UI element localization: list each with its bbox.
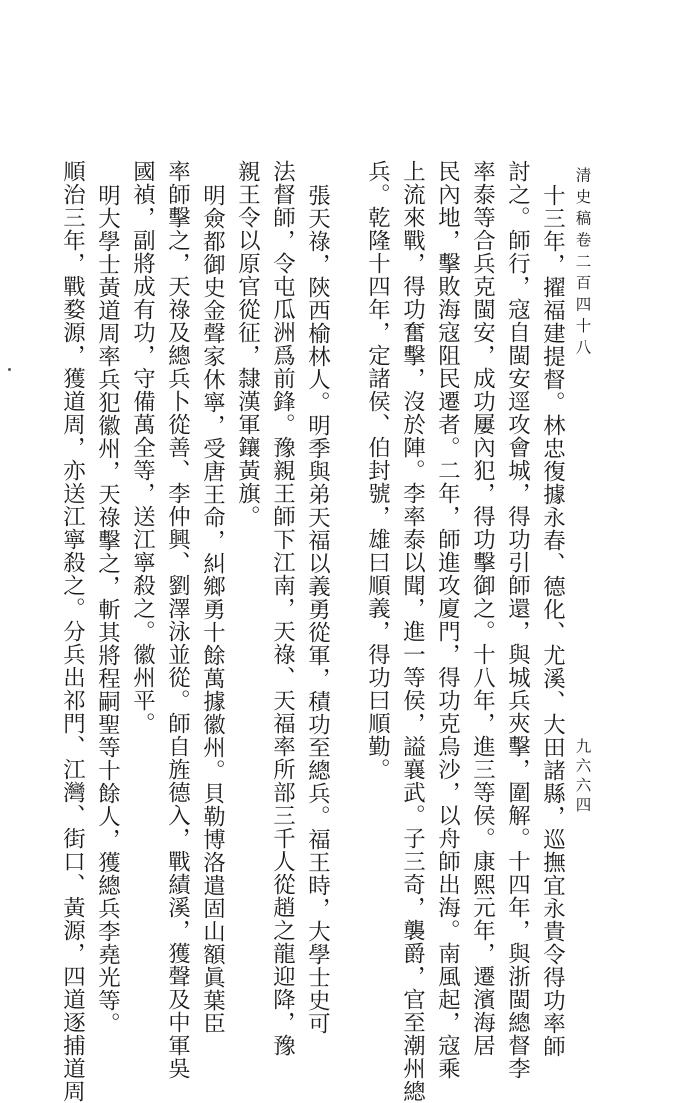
scan-speck — [8, 368, 11, 371]
text-column-2: 討之。師行，寇自閩安逕攻會城，得功引師還，與城兵夾擊，圍解。十四年，與浙閩總督李 — [504, 160, 531, 1080]
running-title: 清史稿卷二百四十八 — [573, 167, 592, 361]
text-column-14: 順治三年，戰婺源，獲道周，亦送江寧殺之。分兵出祁門、江灣、街口、黃源，四道逐捕道周 — [59, 160, 86, 1103]
page-number: 九六六四 — [573, 738, 592, 816]
text-column-3: 率泰等合兵克閩安，成功屢內犯，得功擊御之。十八年，進三等侯。康熙元年，遷濱海居 — [469, 160, 496, 1057]
text-column-1: 十三年，擢福建提督。林忠復據永春、德化、尤溪、大田諸縣，巡撫宜永貴令得功率師 — [539, 184, 566, 1058]
text-column-13: 明大學士黃道周率兵犯徽州，天祿擊之，斬其將程嗣聖等十餘人，獲總兵李堯光等。 — [94, 184, 121, 1035]
text-column-11: 率師擊之，天祿及總兵卜從善、李仲興、劉澤泳並從。師自旌德入，戰績溪，獲聲及中軍吳 — [164, 160, 191, 1080]
text-column-4: 民內地，擊敗海寇阻民遷者。二年，師進攻廈門，得功克烏沙，以舟師出海。南風起，寇乘 — [434, 160, 461, 1080]
text-column-7: 張天祿，陝西榆林人。明季與弟天福以義勇從軍，積功至總兵。福王時，大學士史可 — [304, 184, 331, 1035]
text-column-6: 兵。乾隆十四年，定諸侯、伯封號，雄曰順義，得功曰順勤。 — [364, 160, 391, 781]
text-column-9: 親王令以原官從征，隸漢軍鑲黃旗。 — [234, 160, 261, 528]
text-column-8: 法督師，令屯瓜洲爲前鋒。豫親王師下江南，天祿、天福率所部三千人從趙之龍迎降，豫 — [269, 160, 296, 1057]
text-column-10: 明僉都御史金聲家休寧，受唐王命，糾鄉勇十餘萬據徽州。貝勒博洛遣固山額眞葉臣 — [199, 184, 226, 1035]
text-column-5: 上流來戰，得功奮擊，沒於陣。李率泰以聞，進一等侯，謚襄武。子三奇，襲爵，官至潮州總 — [399, 160, 426, 1103]
text-column-12: 國禎，副將成有功，守備萬全等，送江寧殺之。徽州平。 — [129, 160, 156, 735]
